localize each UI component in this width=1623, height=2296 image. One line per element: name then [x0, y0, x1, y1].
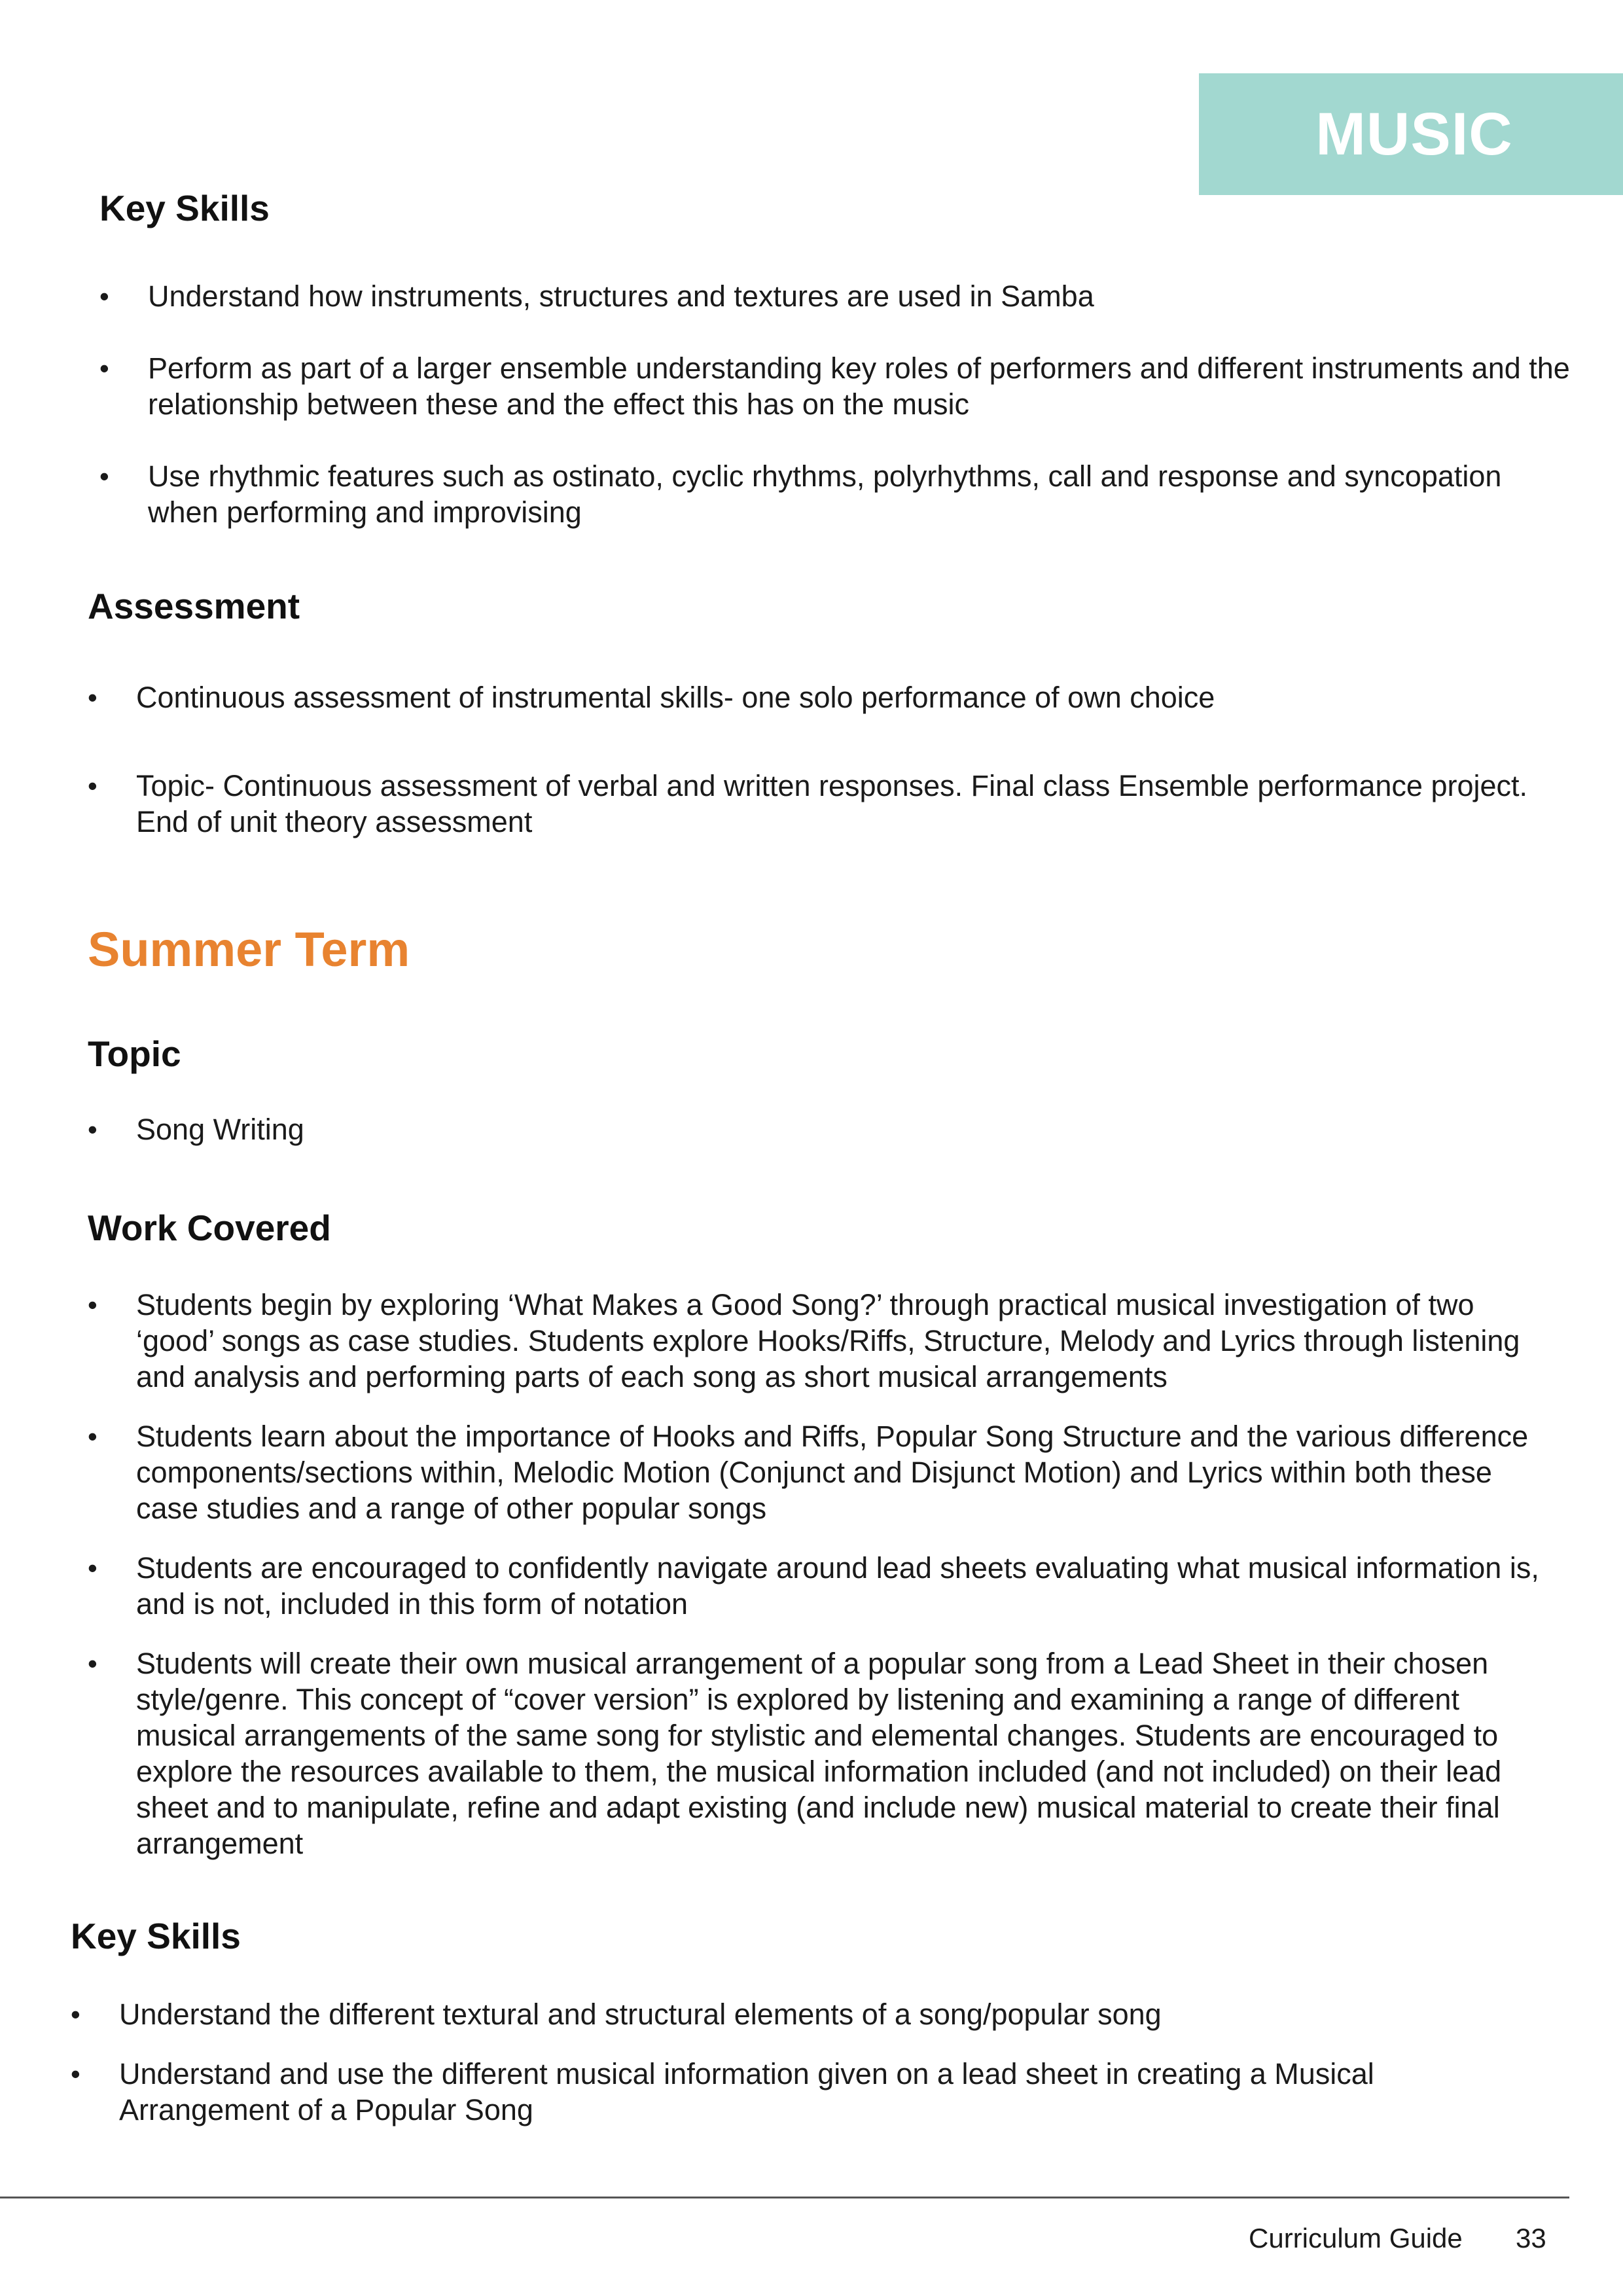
key-skills-heading-2: Key Skills [71, 1916, 241, 1956]
list-item: • Students learn about the importance of Hooks and Riffs, Popular Song Structure and the various difference components/sections within, Melodic Motion (Conjunct and Disjunct Motion) and Lyrics within both these case studies and a range of other popular songs [88, 1418, 1547, 1526]
work-covered-list [88, 1287, 1547, 1861]
list-item: • Perform as part of a larger ensemble understanding key roles of performers and different instruments and the relationship between these and the effect this has on the music [99, 350, 1578, 422]
subject-title: MUSIC [1315, 100, 1513, 168]
list-item: • Use rhythmic features such as ostinato, cyclic rhythms, polyrhythms, call and response and syncopation when performing and improvising [99, 458, 1578, 530]
assessment-list [88, 679, 1547, 840]
work-covered-heading: Work Covered [88, 1208, 331, 1248]
topic-heading: Topic [88, 1033, 181, 1074]
list-item: • Continuous assessment of instrumental skills- one solo performance of own choice [88, 679, 1547, 715]
assessment-heading: Assessment [88, 586, 300, 626]
list-item: • Students will create their own musical arrangement of a popular song from a Lead Sheet in their chosen style/genre. This concept of “cover version” is explored by listening and examining a range of different musical arrangements of the same song for stylistic and elemental changes. Students are encouraged to explore the resources available to them, the musical information included (and not included) on their lead sheet and to manipulate, refine and adapt existing (and include new) musical material to create their final arrangement [88, 1645, 1547, 1861]
list-item: • Understand the different textural and structural elements of a song/popular song [71, 1996, 1543, 2032]
summer-term-heading: Summer Term [88, 922, 410, 977]
list-item: • Students begin by exploring ‘What Makes a Good Song?’ through practical musical investigation of two ‘good’ songs as case studies. Students explore Hooks/Riffs, Structure, Melody and Lyrics through listening and analysis and performing parts of each song as short musical arrangements [88, 1287, 1547, 1395]
list-item: • Song Writing [88, 1111, 1547, 1147]
page-number: 33 [1516, 2223, 1546, 2253]
footer-divider [0, 2197, 1569, 2198]
list-item: • Understand how instruments, structures and textures are used in Samba [99, 278, 1578, 314]
topic-list [88, 1111, 1547, 1147]
key-skills-heading: Key Skills [99, 188, 270, 228]
footer-label: Curriculum Guide [1249, 2223, 1463, 2253]
list-item: • Students are encouraged to confidently navigate around lead sheets evaluating what musical information is, and is not, included in this form of notation [88, 1550, 1547, 1622]
key-skills-list [99, 278, 1578, 530]
subject-tab [1199, 73, 1623, 195]
list-item: • Topic- Continuous assessment of verbal and written responses. Final class Ensemble performance project. End of unit theory assessment [88, 768, 1547, 840]
key-skills-list-2 [71, 1996, 1543, 2128]
list-item: • Understand and use the different musical information given on a lead sheet in creating a Musical Arrangement of a Popular Song [71, 2056, 1543, 2128]
